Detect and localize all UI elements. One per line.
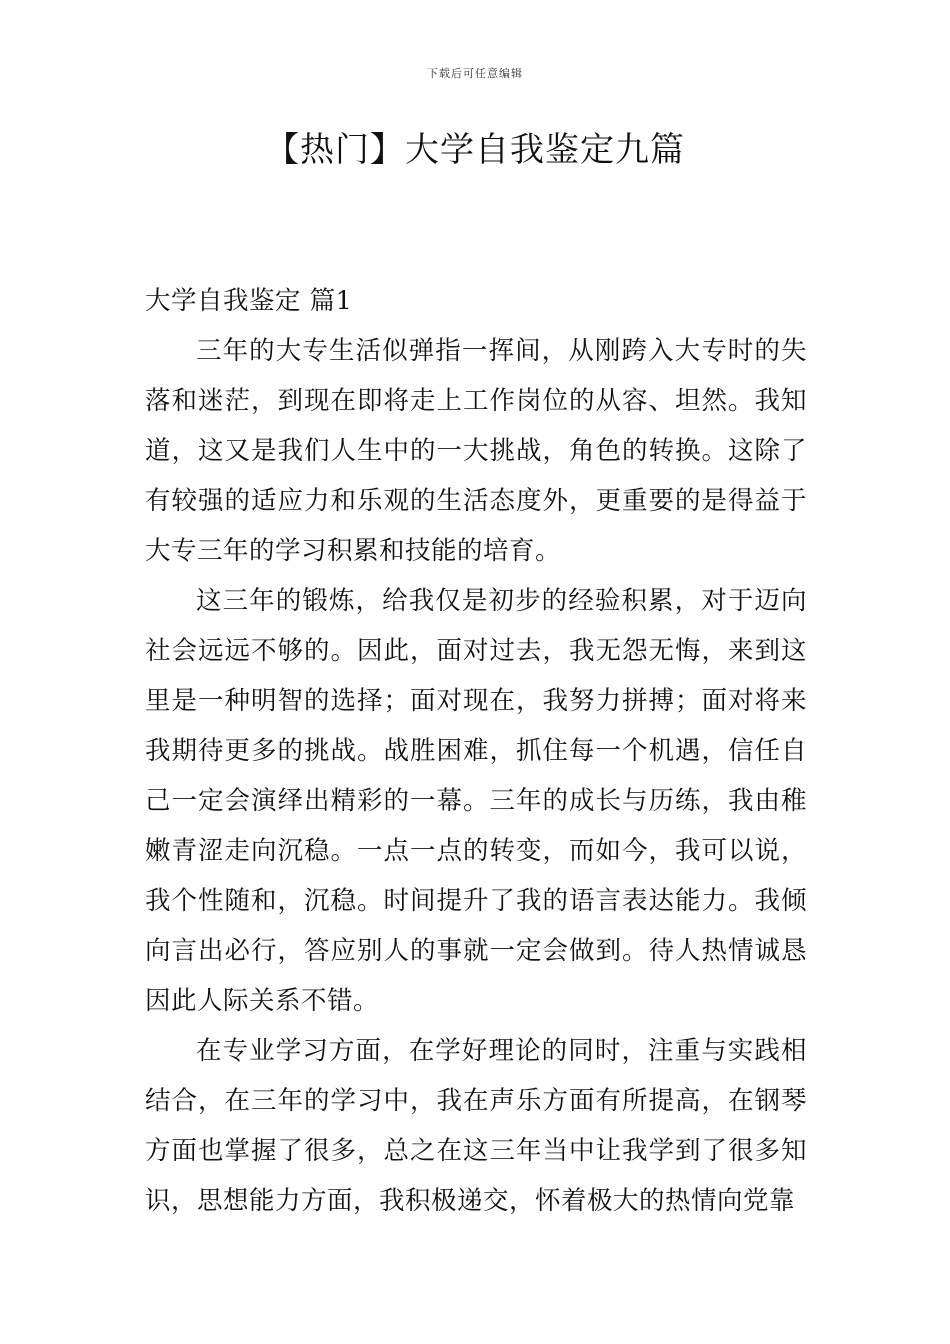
paragraph-2: 这三年的锻炼，给我仅是初步的经验积累，对于迈向社会远远不够的。因此，面对过去，我无怨无悔，来到这里是一种明智的选择；面对现在，我努力拼搏；面对将来我期待更多的挑战。战胜困难，抓住每一个机遇，信任自己一定会演绎出精彩的一幕。三年的成长与历练，我由稚嫩青涩走向沉稳。一点一点的转变，而如今，我可以说，我个性随和，沉稳。时间提升了我的语言表达能力。我倾向言出必行，答应别人的事就一定会做到。待人热情诚恳因此人际关系不错。 (145, 586, 807, 1016)
paragraph-3: 在专业学习方面，在学好理论的同时，注重与实践相结合，在三年的学习中，我在声乐方面有所提高，在钢琴方面也掌握了很多，总之在这三年当中让我学到了很多知识，思想能力方面，我积极递交，怀着极大的热情向党靠 (145, 1036, 807, 1216)
section-heading: 大学自我鉴定 篇1 (145, 286, 353, 316)
document-body (145, 276, 807, 1226)
paragraph-1: 三年的大专生活似弹指一挥间，从刚跨入大专时的失落和迷茫，到现在即将走上工作岗位的从容、坦然。我知道，这又是我们人生中的一大挑战，角色的转换。这除了有较强的适应力和乐观的生活态度外，更重要的是得益于大专三年的学习积累和技能的培育。 (145, 336, 807, 566)
document-title: 【热门】大学自我鉴定九篇 (265, 130, 685, 170)
header-note: 下载后可任意编辑 (427, 67, 523, 80)
